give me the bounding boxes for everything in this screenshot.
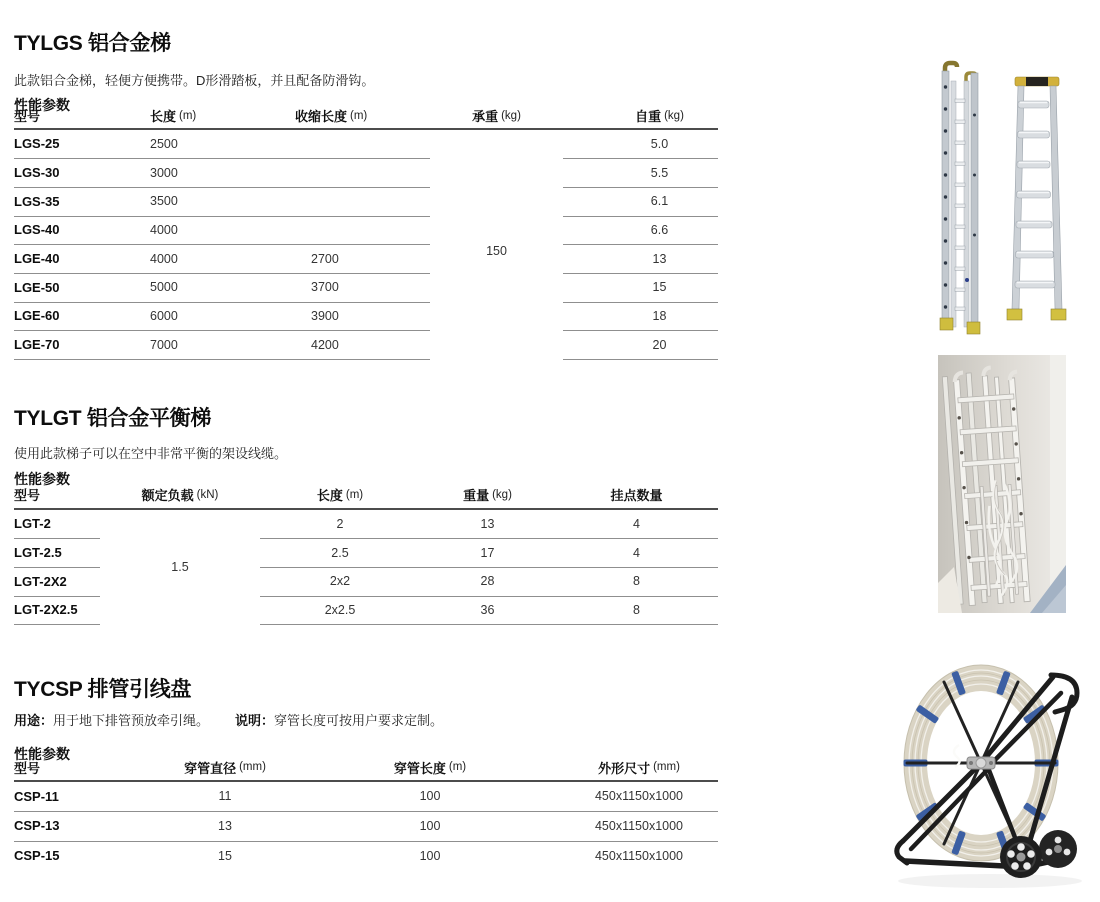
table-row <box>14 130 718 159</box>
spec-cell: 100 <box>300 782 560 813</box>
column-header: 型号 <box>14 760 41 776</box>
model-cell: LGS-25 <box>14 130 150 160</box>
column-header: 额定负载 (kN) <box>141 488 219 503</box>
model-cell: LGS-40 <box>14 216 150 246</box>
merged-spec-value: 150 <box>486 243 507 258</box>
spec-table-tylgs <box>14 103 718 360</box>
column-header: 型号 <box>14 109 41 124</box>
spec-cell: 13 <box>563 244 718 274</box>
spec-cell: 8 <box>555 596 718 626</box>
product-image-balance-ladder-photo <box>938 355 1066 618</box>
spec-cell: 18 <box>563 302 718 332</box>
spec-cell: 2500 <box>150 130 295 160</box>
spec-cell: 20 <box>563 330 718 360</box>
column-header: 收缩长度 (m) <box>295 109 368 124</box>
spec-cell: 3500 <box>150 187 295 217</box>
model-cell: LGT-2X2.5 <box>14 596 100 626</box>
usage-label: 用途： <box>14 713 54 728</box>
spec-cell: 28 <box>420 567 555 597</box>
model-cell: LGT-2.5 <box>14 538 100 568</box>
spec-cell: 6.6 <box>563 216 718 246</box>
table-row <box>14 841 718 871</box>
table-row <box>14 159 718 188</box>
spec-cell: 6000 <box>150 302 295 332</box>
spec-cell: 5.0 <box>563 130 718 160</box>
column-header: 重量 (kg) <box>463 488 512 503</box>
table-header-row <box>14 103 718 130</box>
params-label: 性能参数 <box>14 96 70 113</box>
spec-cell <box>295 216 430 246</box>
model-cell: LGE-60 <box>14 302 150 332</box>
note-label: 说明： <box>235 713 275 728</box>
column-header: 外形尺寸 (mm) <box>598 760 680 776</box>
spec-table-tycsp <box>14 754 718 871</box>
section-title-tylgs: TYLGS 铝合金梯 <box>14 32 171 56</box>
model-cell: CSP-13 <box>14 811 150 842</box>
spec-cell: 7000 <box>150 330 295 360</box>
spec-cell: 2.5 <box>260 538 420 568</box>
spec-cell: 3000 <box>150 158 295 188</box>
params-label: 性能参数 <box>14 470 70 487</box>
collapsed-extension-ladder-icon <box>940 63 980 334</box>
table-row <box>14 782 718 812</box>
model-cell: LGS-35 <box>14 187 150 217</box>
spec-cell: 36 <box>420 596 555 626</box>
spec-cell: 13 <box>150 811 300 842</box>
model-cell: LGE-40 <box>14 244 150 274</box>
spec-cell: 5000 <box>150 273 295 303</box>
table-header-row <box>14 481 718 510</box>
spec-cell: 13 <box>420 510 555 540</box>
column-header: 型号 <box>14 488 41 503</box>
model-cell: LGE-50 <box>14 273 150 303</box>
column-header: 挂点数量 <box>610 488 663 503</box>
spec-cell <box>295 130 430 160</box>
section-title-tycsp: TYCSP 排管引线盘 <box>14 678 192 702</box>
spec-cell: 4200 <box>295 330 430 360</box>
section-title-tylgt: TYLGT 铝合金平衡梯 <box>14 407 212 431</box>
product-image-duct-rodder <box>875 653 1095 902</box>
table-body <box>14 782 718 871</box>
table-row <box>14 245 718 274</box>
column-header: 承重 (kg) <box>472 109 521 124</box>
model-cell: LGT-2X2 <box>14 567 100 597</box>
params-label: 性能参数 <box>14 745 70 762</box>
spec-cell: 3900 <box>295 302 430 332</box>
duct-rodder-illustration <box>875 653 1095 897</box>
spec-cell: 450x1150x1000 <box>560 782 718 813</box>
column-header: 自重 (kg) <box>635 109 684 124</box>
product-image-ladders <box>930 55 1080 342</box>
table-row <box>14 331 718 360</box>
spec-cell: 4000 <box>150 216 295 246</box>
spec-cell: 8 <box>555 567 718 597</box>
model-cell: CSP-15 <box>14 848 60 864</box>
spec-cell: 11 <box>150 782 300 813</box>
section-description: 使用此款梯子可以在空中非常平衡的架设线缆。 <box>14 446 288 461</box>
spec-cell: 100 <box>300 811 560 842</box>
section-description <box>14 710 443 729</box>
spec-cell: 4000 <box>150 244 295 274</box>
model-cell: LGE-70 <box>14 330 150 360</box>
ladders-illustration <box>930 55 1080 337</box>
column-header: 长度 (m) <box>150 109 197 124</box>
spec-cell: 450x1150x1000 <box>594 848 684 863</box>
model-cell: LGT-2 <box>14 510 100 540</box>
usage-text: 用于地下排管预放牵引绳。 <box>53 713 210 728</box>
note-text: 穿管长度可按用户要求定制。 <box>274 713 444 728</box>
spec-cell <box>295 158 430 188</box>
balance-ladder-photo <box>938 355 1066 613</box>
section-description: 此款铝合金梯，轻便方便携带。D形滑踏板，并且配备防滑钩。 <box>14 73 375 88</box>
column-header: 长度 (m) <box>316 488 364 503</box>
spec-cell: 17 <box>420 538 555 568</box>
spec-cell: 15 <box>218 848 232 863</box>
merged-spec-value: 1.5 <box>171 560 189 575</box>
model-cell: CSP-11 <box>14 782 150 813</box>
table-row <box>14 216 718 245</box>
table-header-row <box>14 754 718 782</box>
spec-cell: 5.5 <box>563 158 718 188</box>
spec-cell: 4 <box>555 538 718 568</box>
spec-cell: 2 <box>260 510 420 540</box>
spec-cell: 450x1150x1000 <box>560 811 718 842</box>
spec-cell: 2x2 <box>260 567 420 597</box>
spec-cell: 15 <box>563 273 718 303</box>
extended-ladder-icon <box>1007 77 1066 320</box>
spec-cell: 4 <box>555 510 718 540</box>
column-header: 穿管直径 (mm) <box>184 760 266 776</box>
table-body <box>14 510 718 625</box>
spec-cell: 2x2.5 <box>260 596 420 626</box>
model-cell: LGS-30 <box>14 158 150 188</box>
table-row <box>14 273 718 302</box>
spec-cell: 3700 <box>295 273 430 303</box>
spec-table-tylgt <box>14 481 718 625</box>
spec-cell <box>295 187 430 217</box>
table-row <box>14 187 718 216</box>
table-body <box>14 130 718 360</box>
column-header: 穿管长度 (m) <box>393 760 467 776</box>
spec-cell: 6.1 <box>563 187 718 217</box>
table-row <box>14 302 718 331</box>
spec-cell: 100 <box>419 848 441 863</box>
table-row <box>14 812 718 842</box>
spec-cell: 2700 <box>295 244 430 274</box>
